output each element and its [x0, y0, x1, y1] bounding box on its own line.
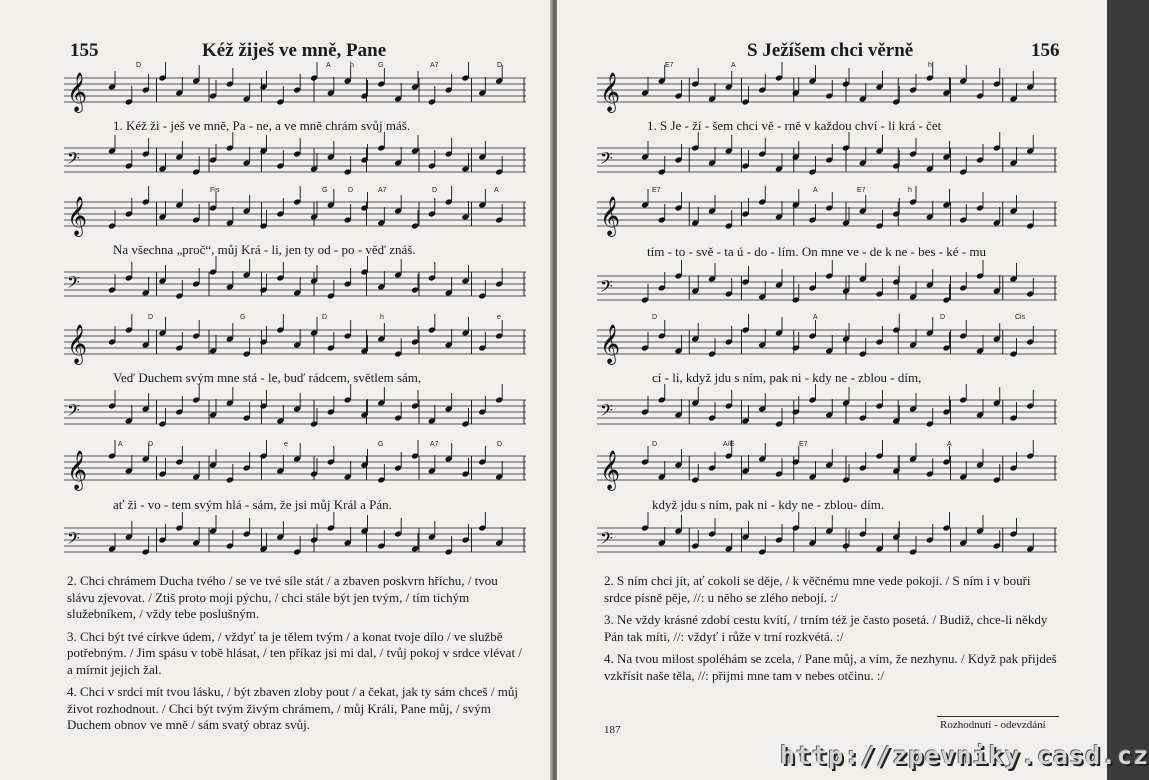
verse-4: 4. Chci v srdci mít tvou lásku, / být zbaven zloby pout / a čekat, jak ty sám chceš / můj život rozhodnout. / Chci být tvým živým chrámem, / můj Králi, Pane můj, / svým Duchem obnov ve mně / sám svatý obraz svůj. — [67, 684, 518, 732]
verse-3: 3. Ne vždy krásné zdobí cestu kvítí, / trním též je často posetá. / Budiž, chce-li někdy Pán tak míti, //: vždyť i růže v trní rozkvétá. :/ — [604, 612, 1048, 644]
chord: G — [322, 187, 328, 194]
chord: A — [731, 62, 736, 69]
treble-clef-icon: 𝄞 — [600, 324, 621, 364]
lyric-line: 1. S Je - ží - šem chci vě - rně v každou chví - li krá - čet — [647, 118, 942, 133]
verse-4: 4. Na tvou milost spoléhám se zcela, / Pane můj, a vím, že nezhynu. / Když pak přijdeš vzkřísit naše těla, //: přijmi mne tam v nebes otčinu. :/ — [604, 651, 1057, 683]
chord: E7 — [857, 187, 866, 194]
chord: D — [148, 441, 154, 448]
chord: h — [928, 62, 932, 69]
treble-staff — [597, 324, 1057, 362]
treble-staff — [597, 450, 1057, 488]
bass-clef-icon: 𝄢 — [600, 528, 613, 552]
bass-clef-icon: 𝄢 — [67, 528, 80, 552]
chord: A/E — [723, 441, 735, 448]
chord: h — [380, 314, 384, 321]
chord: A — [947, 441, 952, 448]
chord: e — [497, 314, 501, 321]
right-page — [557, 0, 1107, 780]
verse-2: 2. S ním chci jít, ať cokoli se děje, / k věčnému mne vede pokoji. / S ním i v bouři srdce písně pěje, //: u něho se zlého nebojí. :/ — [604, 573, 1031, 605]
treble-clef-icon: 𝄞 — [67, 72, 88, 112]
chord: E7 — [652, 187, 661, 194]
chord: h — [350, 62, 354, 69]
lyric-line: 1. Kéž ži - ješ ve mně, Pa - ne, a ve mně chrám svůj máš. — [113, 118, 411, 133]
chord: D — [652, 314, 658, 321]
page-number: 155 — [70, 40, 99, 61]
bass-staff — [597, 142, 1057, 180]
chord: D — [348, 187, 354, 194]
treble-clef-icon: 𝄞 — [67, 450, 88, 490]
chord: A — [118, 441, 123, 448]
bass-clef-icon: 𝄢 — [67, 148, 80, 172]
chord: D — [652, 441, 658, 448]
bass-staff — [597, 522, 1057, 560]
chord: G — [378, 441, 384, 448]
chord: A7 — [430, 441, 439, 448]
verse-2: 2. Chci chrámem Ducha tvého / se ve tvé síle stát / a zbaven poskvrn hříchu, / tvou slávu zjevovat. / Ztiš proto moji pýchu, / chci stále být jen tvým, / tím tichým služebníkem, / vždy tebe poslušným. — [67, 573, 498, 621]
bass-staff — [64, 522, 526, 560]
footer-rule — [937, 716, 1059, 717]
bass-clef-icon: 𝄢 — [600, 400, 613, 424]
bass-staff — [597, 394, 1057, 432]
treble-staff — [64, 72, 526, 110]
treble-clef-icon: 𝄞 — [600, 72, 621, 112]
chord: e — [284, 441, 288, 448]
lyric-line: tím - to - svě - ta ú - do - lím. On mne ve - de k ne - bes - ké - mu — [647, 244, 986, 259]
bass-clef-icon: 𝄢 — [67, 400, 80, 424]
verse-text — [67, 573, 527, 740]
chord: E7 — [665, 62, 674, 69]
page-number: 156 — [1031, 40, 1060, 61]
treble-clef-icon: 𝄞 — [600, 450, 621, 490]
song-title: Kéž žiješ ve mně, Pane — [202, 40, 387, 61]
chord: E7 — [799, 441, 808, 448]
chord: D — [322, 314, 328, 321]
chord: A7 — [378, 187, 387, 194]
chord: D — [432, 187, 438, 194]
chord: D — [148, 314, 154, 321]
left-page — [0, 0, 553, 780]
chord: Fis — [210, 187, 220, 194]
treble-staff — [64, 450, 526, 488]
chord: D — [497, 441, 503, 448]
footer-section: Rozhodnutí - odevzdání — [940, 719, 1046, 731]
treble-clef-icon: 𝄞 — [67, 324, 88, 364]
lyric-line: Veď Duchem svým mne stá - le, buď rádcem, světlem sám, — [113, 370, 422, 385]
treble-clef-icon: 𝄞 — [600, 196, 621, 236]
bass-staff — [64, 266, 526, 304]
chord: Cis — [1015, 314, 1026, 321]
treble-staff — [64, 324, 526, 362]
chord: h — [908, 187, 912, 194]
lyric-line: cí - li, když jdu s ním, pak ni - kdy ne - zblou - dím, — [652, 370, 922, 385]
treble-staff — [597, 72, 1057, 110]
bass-clef-icon: 𝄢 — [67, 272, 80, 296]
bass-staff — [64, 142, 526, 180]
lyric-line: Na všechna „proč“, můj Krá - li, jen ty od - po - věď znáš. — [113, 242, 416, 257]
bass-staff — [597, 270, 1057, 308]
bass-staff — [64, 394, 526, 432]
chord: A — [813, 187, 818, 194]
chord: D — [940, 314, 946, 321]
bass-clef-icon: 𝄢 — [600, 276, 613, 300]
watermark-url[interactable]: http://zpevniky.casd.cz — [780, 741, 1149, 770]
footer-page-number: 187 — [604, 724, 621, 736]
chord: A — [494, 187, 499, 194]
chord: A7 — [430, 62, 439, 69]
chord: A — [326, 62, 331, 69]
treble-staff — [64, 196, 526, 234]
treble-staff — [597, 196, 1057, 234]
lyric-line: ať ži - vo - tem svým hlá - sám, že jsi můj Král a Pán. — [113, 497, 392, 512]
chord: D — [136, 62, 142, 69]
bass-clef-icon: 𝄢 — [600, 148, 613, 172]
chord: G — [240, 314, 246, 321]
chord: D — [497, 62, 503, 69]
lyric-line: když jdu s ním, pak ni - kdy ne - zblou- dím. — [652, 497, 885, 512]
treble-clef-icon: 𝄞 — [67, 196, 88, 236]
song-title: S Ježíšem chci věrně — [747, 40, 914, 61]
chord: G — [378, 62, 384, 69]
verse-text — [604, 573, 1059, 690]
chord: A — [813, 314, 818, 321]
verse-3: 3. Chci být tvé církve údem, / vždyť ta je tělem tvým / a konat tvoje dílo / ve službě potřebným. / Jim spásu v tobě hlásat, / ten příkaz jsi mi dal, / tvůj pokoj v srdce vlévat / a mírnit jejich žal. — [67, 628, 522, 677]
